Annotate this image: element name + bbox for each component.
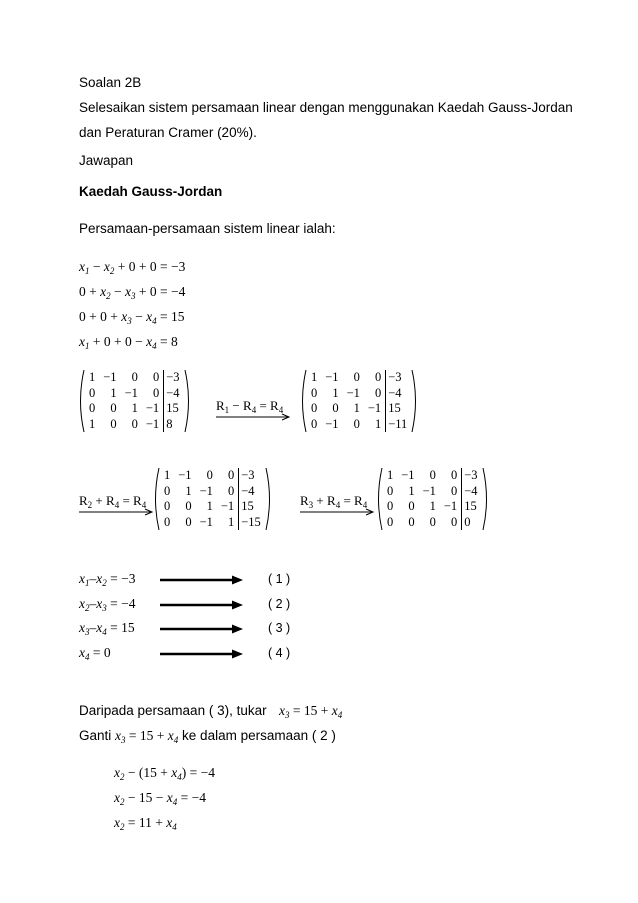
matrix-cell: 0	[429, 468, 436, 482]
left-paren	[375, 468, 383, 530]
matrix-cell: 0	[164, 483, 171, 498]
augmented-cell: 15	[462, 499, 482, 515]
matrix-row	[383, 515, 482, 531]
row-op-1: $R_1 - R_4 = R_4$	[216, 398, 284, 415]
left-paren	[77, 370, 85, 432]
matrix-cell: −1	[367, 401, 382, 415]
augmented-cell: 0	[462, 515, 482, 531]
matrix-cell: −1	[325, 370, 339, 384]
matrix-row	[307, 417, 411, 433]
matrix-cell: 0	[374, 370, 382, 384]
reduced-equation: $x_3-x_4 = 15$	[79, 620, 135, 637]
substitution-2: $x_2 - 15 - x_4 = -4$	[114, 790, 206, 807]
matrix-cell: −1	[325, 416, 339, 431]
matrix-cell: 0	[185, 499, 192, 513]
augmented-cell: −4	[164, 386, 184, 402]
matrix-row	[307, 386, 411, 402]
question-line-1: Selesaikan sistem persamaan linear dengan menggunakan Kaedah Gauss-Jordan	[79, 100, 573, 115]
matrix-cell: −1	[178, 468, 192, 482]
matrix-cell: 1	[227, 514, 235, 529]
reduced-equation: $x_1-x_2 = -3$	[79, 571, 136, 588]
equation-1: $x_1 - x_2 + 0 + 0 = -3$	[79, 259, 186, 276]
matrix-cell: 1	[387, 468, 394, 482]
arrow-3	[300, 508, 376, 516]
matrix-cell: 0	[311, 385, 318, 400]
matrix-cell: 0	[374, 385, 382, 400]
matrix-cell: 0	[387, 483, 394, 498]
matrix-4	[375, 468, 490, 530]
matrix-row	[85, 417, 184, 433]
matrix-cell: −1	[199, 514, 213, 529]
matrix-row	[160, 499, 265, 515]
matrix-cell: 1	[206, 499, 213, 513]
matrix-cell: 1	[185, 483, 192, 498]
left-paren	[299, 370, 307, 432]
augmented-cell: −3	[164, 370, 184, 386]
matrix-cell: 1	[164, 468, 171, 482]
matrix-cell: 0	[152, 370, 160, 384]
matrix-row	[307, 370, 411, 386]
matrix-row	[383, 499, 482, 515]
answer-label: Jawapan	[79, 153, 134, 168]
matrix-row	[383, 468, 482, 484]
matrix-cell: −1	[103, 370, 117, 384]
matrix-cell: 0	[332, 401, 339, 415]
augmented-cell: −3	[239, 468, 265, 484]
equation-3: $0 + 0 + x_3 - x_4 = 15$	[79, 309, 185, 326]
row-op-3: $R_3 + R_4 = R_4$	[300, 493, 368, 510]
matrix-cell: 0	[429, 514, 436, 529]
matrix-cell: 0	[311, 416, 318, 431]
matrix-cell: 0	[311, 401, 318, 415]
matrix-cell: 0	[353, 416, 360, 431]
question-line-2: dan Peraturan Cramer (20%).	[79, 125, 257, 140]
long-arrow	[160, 649, 244, 657]
matrix-cell: 1	[408, 483, 415, 498]
augmented-cell: 8	[164, 417, 184, 433]
matrix-row	[85, 401, 184, 417]
matrix-row	[307, 401, 411, 417]
equation-tag: ( 3 )	[268, 621, 291, 635]
matrix-cell: −1	[346, 385, 360, 400]
matrix-cell: 0	[131, 370, 138, 384]
substitution-3: $x_2 = 11 + x_4$	[114, 815, 177, 832]
arrow-1	[216, 413, 292, 421]
long-arrow	[160, 624, 244, 632]
matrix-cell: 0	[206, 468, 213, 482]
left-paren	[152, 468, 160, 530]
augmented-cell: −11	[386, 417, 412, 433]
matrix-cell: −1	[443, 499, 458, 513]
matrix-cell: −1	[199, 483, 213, 498]
step-1-math: $x_3 = 15 + x_4$	[279, 703, 343, 720]
row-op-2: $R_2 + R_4 = R_4$	[79, 493, 147, 510]
matrix-cell: 0	[164, 499, 171, 513]
matrix-cell: −1	[220, 499, 235, 513]
system-intro: Persamaan-persamaan sistem linear ialah:	[79, 221, 336, 236]
matrix-cell: 0	[185, 514, 192, 529]
step-2-math: $x_3 = 15 + x_4$	[115, 728, 179, 745]
matrix-cell: 0	[89, 401, 96, 415]
matrix-cell: 0	[227, 483, 235, 498]
matrix-cell: 1	[89, 370, 96, 384]
matrix-cell: 1	[311, 370, 318, 384]
matrix-cell: 0	[152, 385, 160, 400]
matrix-cell: 0	[110, 401, 117, 415]
matrix-cell: 0	[353, 370, 360, 384]
step-2-line: Ganti $x_3 = 15 + x_4$ ke dalam persamaan ( 2 )	[79, 728, 336, 745]
long-arrow	[160, 600, 244, 608]
matrix-cell: −1	[422, 483, 436, 498]
matrix-cell: 0	[450, 483, 458, 498]
matrix-cell: 1	[374, 416, 382, 431]
arrow-2	[79, 508, 155, 516]
matrix-cell: 0	[408, 499, 415, 513]
equation-tag: ( 2 )	[268, 596, 291, 611]
augmented-cell: −3	[462, 468, 482, 484]
augmented-cell: 15	[239, 499, 265, 515]
matrix-cell: 0	[89, 385, 96, 400]
equation-tag: ( 1 )	[268, 572, 291, 586]
matrix-cell: 1	[429, 499, 436, 513]
matrix-row	[85, 370, 184, 386]
matrix-cell: 0	[110, 416, 117, 431]
augmented-cell: −4	[239, 484, 265, 500]
equation-2: $0 + x_2 - x_3 + 0 = -4$	[79, 284, 186, 301]
augmented-cell: −4	[462, 484, 482, 500]
matrix-2	[299, 370, 419, 432]
matrix-cell: 0	[387, 514, 394, 529]
augmented-cell: 15	[164, 401, 184, 417]
reduced-equation: $x_2-x_3 = -4$	[79, 595, 136, 613]
augmented-cell: 15	[386, 401, 412, 417]
matrix-3	[152, 468, 273, 530]
matrix-1	[77, 370, 192, 432]
matrix-row	[160, 515, 265, 531]
matrix-cell: 1	[110, 385, 117, 400]
reduced-equation: $x_4 = 0$	[79, 644, 111, 662]
matrix-cell: 0	[408, 514, 415, 529]
matrix-cell: 1	[332, 385, 339, 400]
matrix-cell: 0	[131, 416, 138, 431]
equation-4: $x_1 + 0 + 0 - x_4 = 8$	[79, 334, 178, 351]
matrix-cell: 0	[227, 468, 235, 482]
augmented-cell: −15	[239, 515, 265, 531]
matrix-row	[160, 468, 265, 484]
matrix-cell: −1	[124, 385, 138, 400]
augmented-cell: −4	[386, 386, 412, 402]
matrix-cell: 1	[131, 401, 138, 415]
matrix-cell: 0	[450, 468, 458, 482]
matrix-cell: 0	[450, 514, 458, 529]
matrix-cell: 1	[89, 416, 96, 431]
matrix-cell: 1	[353, 401, 360, 415]
right-paren	[265, 468, 273, 530]
equation-tag: ( 4 )	[268, 645, 291, 660]
heading: Soalan 2B	[79, 75, 142, 90]
right-paren	[411, 370, 419, 432]
matrix-cell: 0	[387, 499, 394, 513]
matrix-cell: −1	[145, 401, 160, 415]
long-arrow	[160, 575, 244, 583]
matrix-row	[160, 484, 265, 500]
augmented-cell: −3	[386, 370, 412, 386]
matrix-row	[383, 484, 482, 500]
right-paren	[482, 468, 490, 530]
step-1-text: Daripada persamaan ( 3), tukar	[79, 703, 267, 718]
method-title: Kaedah Gauss-Jordan	[79, 184, 223, 199]
matrix-row	[85, 386, 184, 402]
right-paren	[184, 370, 192, 432]
matrix-cell: −1	[401, 468, 415, 482]
substitution-1: $x_2 - (15 + x_4) = -4$	[114, 765, 215, 782]
matrix-cell: −1	[145, 416, 160, 431]
matrix-cell: 0	[164, 514, 171, 529]
